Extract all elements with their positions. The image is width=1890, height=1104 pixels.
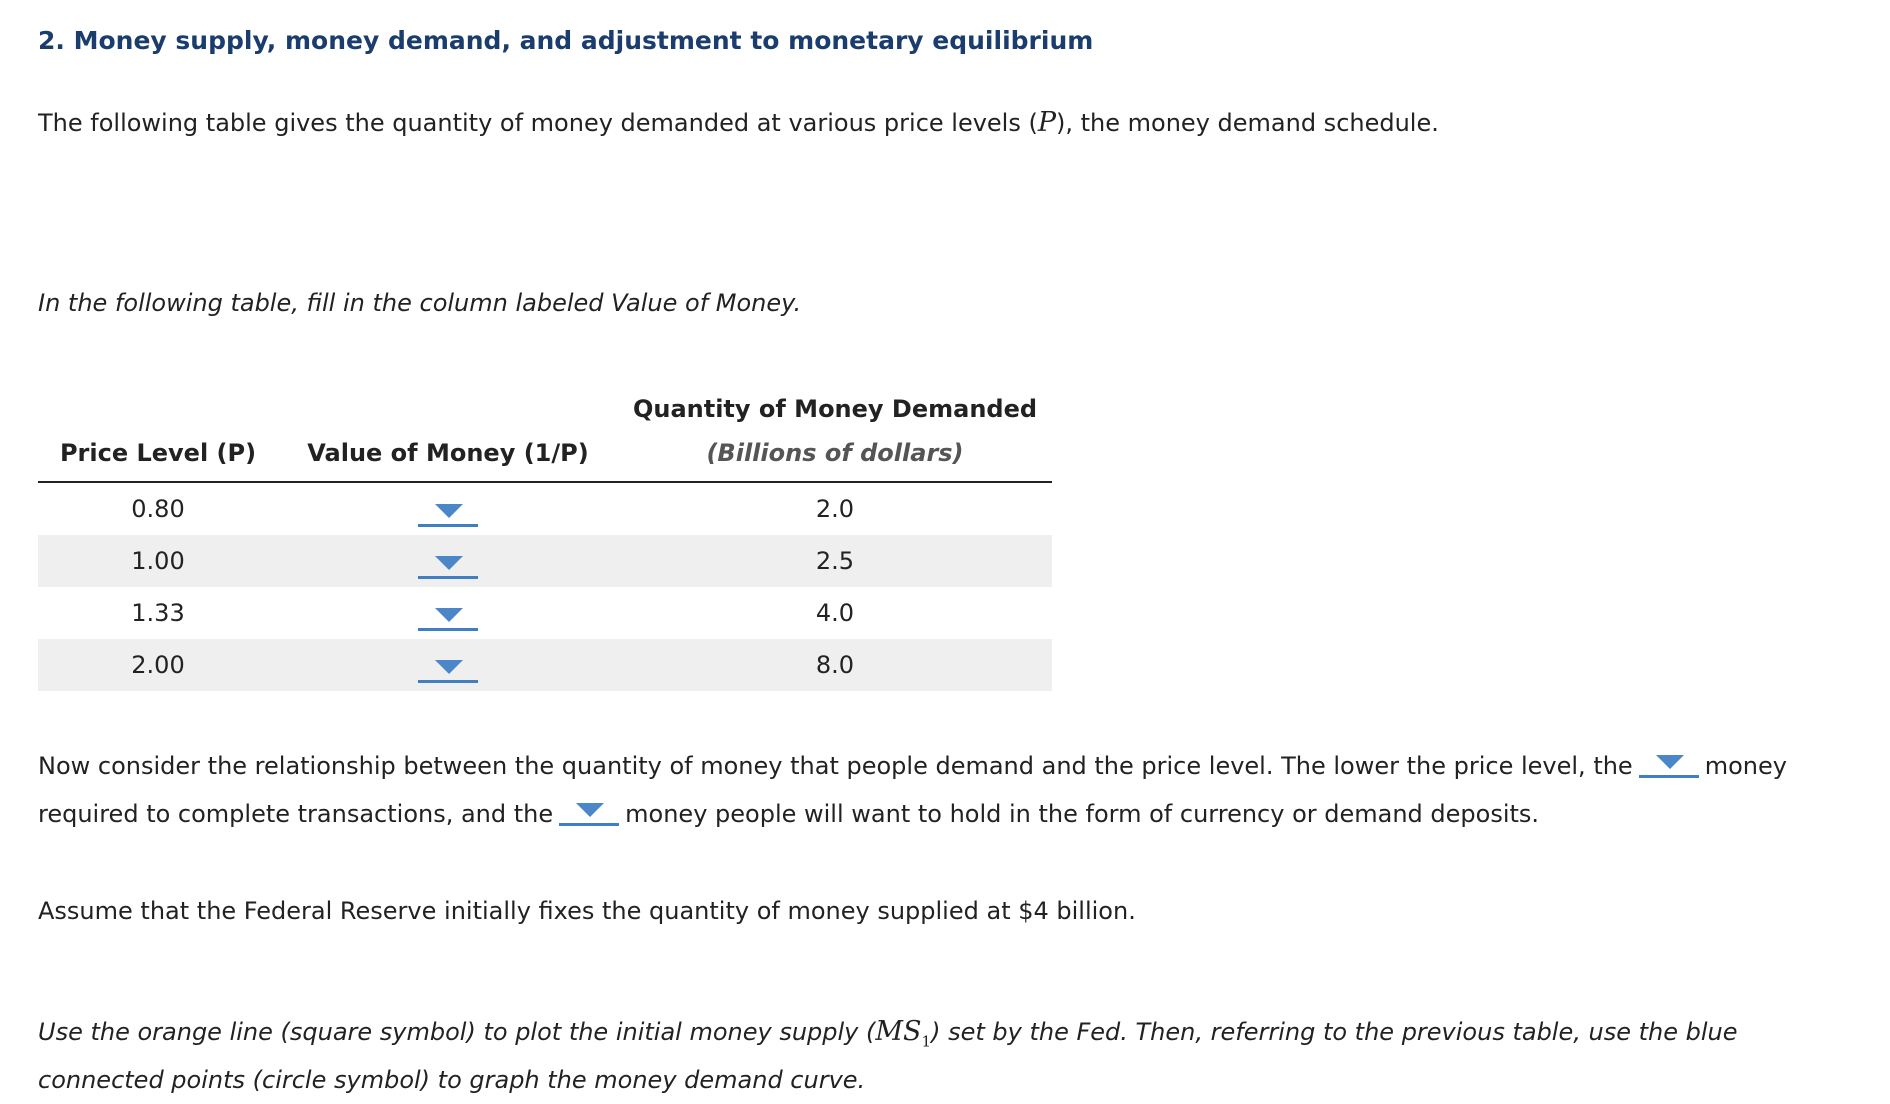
- price-level-header: Price Level (P): [59, 439, 257, 467]
- quantity-cell: 8.0: [815, 651, 855, 679]
- quantity-cell: 2.0: [815, 495, 855, 523]
- value-cell: [278, 483, 618, 535]
- chevron-down-icon: [435, 504, 463, 518]
- table-row: [38, 483, 1052, 535]
- quantity-unit-header: (Billions of dollars): [706, 439, 964, 467]
- ms1-symbol: $MS_1$: [875, 1016, 932, 1051]
- chevron-down-icon: [435, 556, 463, 570]
- plot-instruction-line-2: connected points (circle symbol) to graph the money demand curve.: [38, 1066, 866, 1094]
- transactions-money-dropdown[interactable]: [1639, 745, 1699, 778]
- price-cell: 2.00: [131, 651, 185, 679]
- value-of-money-dropdown-1[interactable]: [418, 494, 478, 527]
- money-held-dropdown[interactable]: [559, 793, 619, 826]
- quantity-header: Quantity of Money Demanded: [632, 395, 1038, 423]
- price-symbol: P: [1037, 107, 1057, 138]
- intro-text: The following table gives the quantity of money demanded at various price levels (P), the money demand schedule.: [38, 107, 1439, 138]
- relationship-line-2: required to complete transactions, and the money people will want to hold in the form of currency or demand deposits.: [38, 790, 1539, 838]
- table-row: [38, 639, 1052, 691]
- table-row: [38, 587, 1052, 639]
- chevron-down-icon: [435, 608, 463, 622]
- table-header-row: [38, 439, 1052, 475]
- quantity-cell: 2.5: [815, 547, 855, 575]
- table-instruction: In the following table, fill in the column labeled Value of Money.: [38, 289, 802, 317]
- value-cell: [278, 535, 618, 587]
- table-row: [38, 535, 1052, 587]
- price-cell: 1.00: [131, 547, 185, 575]
- value-of-money-dropdown-4[interactable]: [418, 650, 478, 683]
- value-cell: [278, 587, 618, 639]
- money-supply-assumption: Assume that the Federal Reserve initially fixes the quantity of money supplied at $4 billion.: [38, 897, 1136, 925]
- value-cell: [278, 639, 618, 691]
- quantity-cell: 4.0: [815, 599, 855, 627]
- value-of-money-header: Value of Money (1/P): [307, 439, 589, 467]
- chevron-down-icon: [435, 660, 463, 674]
- chevron-down-icon: [1656, 755, 1684, 769]
- plot-instruction-line-1: Use the orange line (square symbol) to plot the initial money supply $(MS_1)$ set by the Fed. Then, referring to the previous table, use the blue: [38, 1016, 1738, 1051]
- chevron-down-icon: [576, 803, 604, 817]
- price-cell: 0.80: [131, 495, 185, 523]
- relationship-line-1: Now consider the relationship between the quantity of money that people demand and the price level. The lower the price level, the money: [38, 742, 1787, 790]
- question-title: 2. Money supply, money demand, and adjustment to monetary equilibrium: [38, 26, 1094, 55]
- value-of-money-dropdown-2[interactable]: [418, 546, 478, 579]
- price-cell: 1.33: [131, 599, 185, 627]
- table-body: [38, 483, 1052, 691]
- value-of-money-dropdown-3[interactable]: [418, 598, 478, 631]
